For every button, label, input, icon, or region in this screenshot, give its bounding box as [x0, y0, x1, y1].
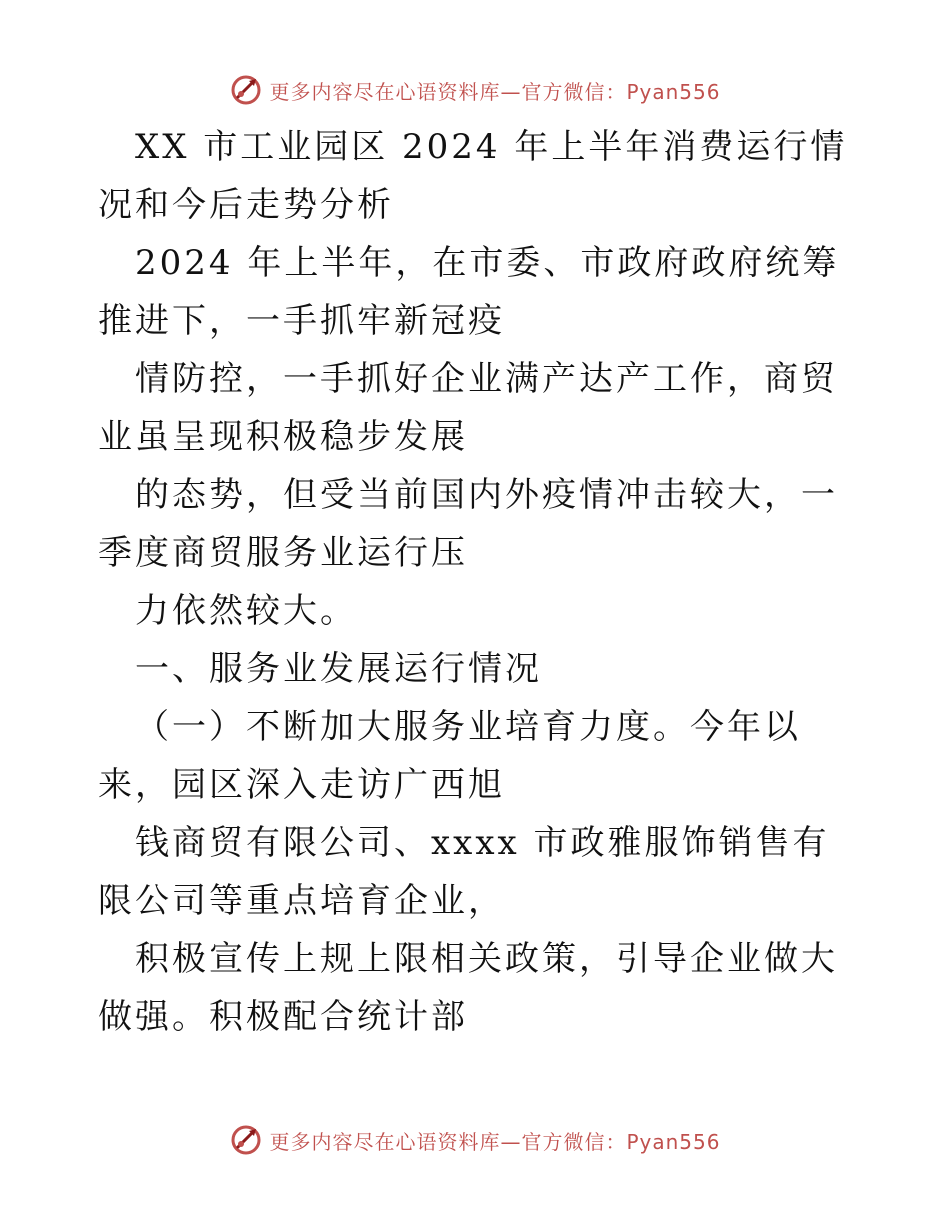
header-banner-text: 更多内容尽在心语资料库—官方微信：Pyan556	[269, 79, 721, 104]
document-body	[98, 118, 858, 1046]
footer-banner	[0, 1120, 950, 1160]
paragraph-2: 情防控，一手抓好企业满产达产工作，商贸业虽呈现积极稳步发展	[98, 359, 838, 457]
paragraph-8: 积极宣传上规上限相关政策，引导企业做大做强。积极配合统计部	[98, 939, 838, 1037]
brand-logo-icon	[229, 73, 263, 107]
paragraph-6: （一）不断加大服务业培育力度。今年以来，园区深入走访广西旭	[98, 707, 801, 805]
paragraph-3: 的态势，但受当前国内外疫情冲击较大，一季度商贸服务业运行压	[98, 475, 838, 573]
paragraph-4: 力依然较大。	[135, 591, 357, 631]
paragraph-1: 2024 年上半年，在市委、市政府政府统筹推进下，一手抓牢新冠疫	[98, 243, 840, 341]
paragraph-7: 钱商贸有限公司、xxxx 市政雅服饰销售有限公司等重点培育企业，	[98, 823, 830, 921]
document-title: XX 市工业园区 2024 年上半年消费运行情况和今后走势分析	[98, 127, 848, 225]
footer-banner-text: 更多内容尽在心语资料库—官方微信：Pyan556	[269, 1129, 721, 1154]
section-heading-1: 一、服务业发展运行情况	[135, 649, 542, 689]
brand-logo-icon	[229, 1123, 263, 1157]
header-banner	[0, 70, 950, 110]
